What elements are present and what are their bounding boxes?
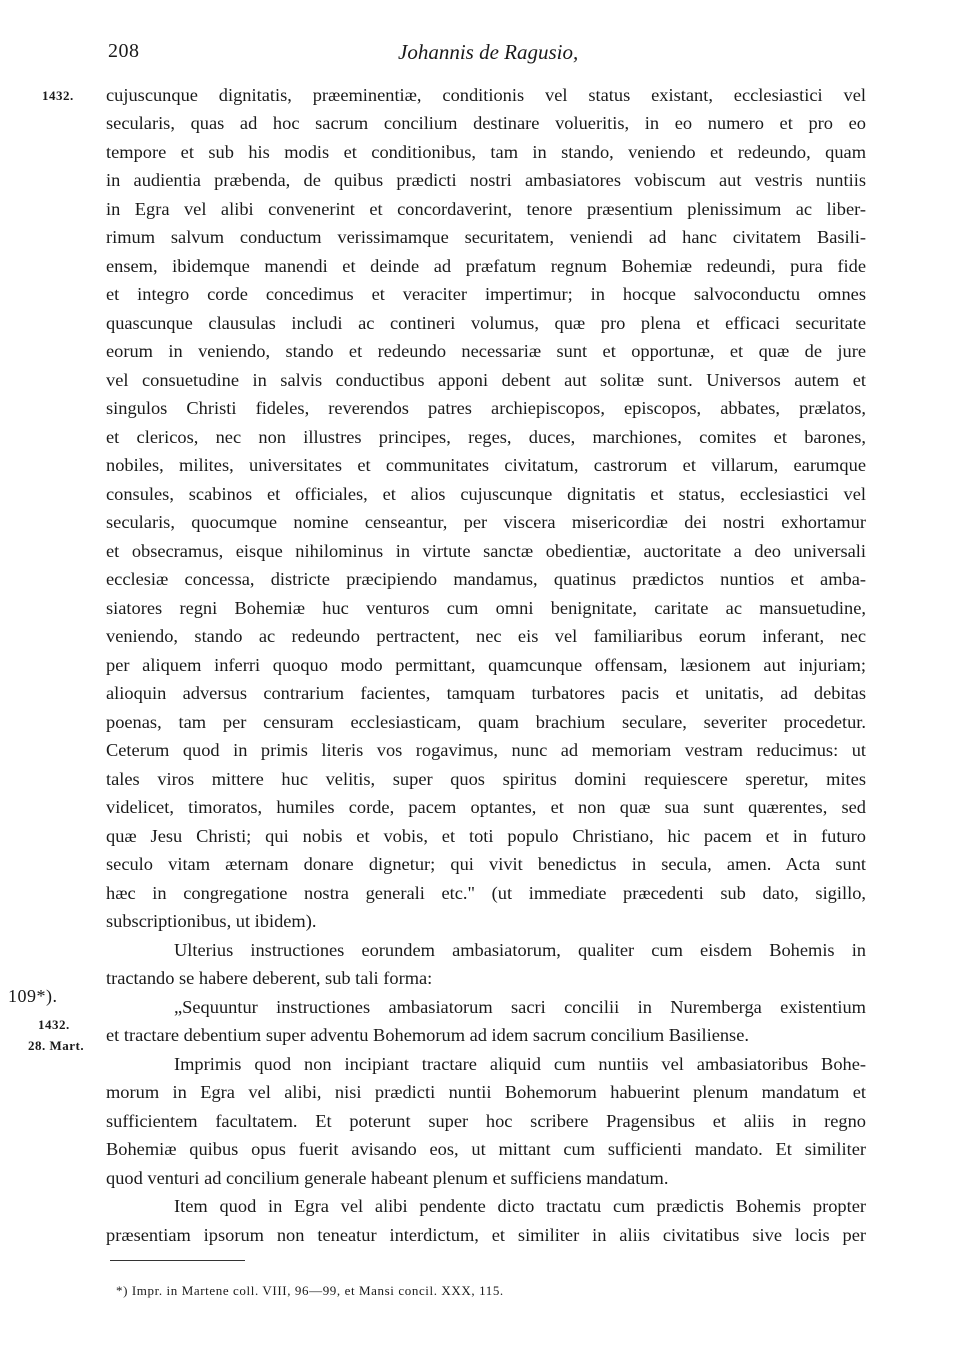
margin-document-year: 1432.: [38, 1017, 70, 1032]
text-line: Ceterum quod in primis literis vos rogavimus, nunc ad memoriam vestram reducimus: ut: [106, 740, 866, 760]
text-line: tempore et sub his modis et conditionibus, tam in stando, veniendo et redeundo, quam: [106, 142, 866, 162]
text-line: singulos Christi fideles, reverendos patres archiepiscopos, episcopos, abbates, prælatos,: [106, 398, 866, 418]
text-line: in Egra vel alibi convenerint et concordaverint, tenore præsentium plenissimum ac liber-: [106, 199, 866, 219]
footnote: *) Impr. in Martene coll. VIII, 96—99, et Mansi concil. XXX, 115.: [116, 1283, 504, 1298]
text-line: tractando se habere deberent, sub tali forma:: [106, 968, 433, 988]
footnote-rule: [110, 1260, 245, 1261]
page-number: 208: [108, 40, 140, 62]
text-line: sufficientem facultatem. Et poterunt super hoc scribere Pragensibus et aliis in regno: [106, 1111, 866, 1131]
text-line: vel consuetudine in salvis conductibus apponi debent aut solitæ sunt. Universos autem et: [106, 370, 866, 390]
text-line: alioquin adversus contrarium facientes, tamquam turbatores pacis et unitatis, ad debitas: [106, 683, 866, 703]
text-line: secularis, quocumque nomine censeantur, per viscera misericordiæ dei nostri exhortamur: [106, 512, 866, 532]
text-line: subscriptionibus, ut ibidem).: [106, 911, 317, 931]
text-line: „Sequuntur instructiones ambasiatorum sacri concilii in Nuremberga existentium: [174, 997, 866, 1017]
text-line: et clericos, nec non illustres principes, reges, duces, marchiones, comites et barones,: [106, 427, 866, 447]
text-line: siatores regni Bohemiæ huc venturos cum omni benignitate, caritate ac mansuetudine,: [106, 598, 866, 618]
text-line: morum in Egra vel alibi, nisi prædicti nuntii Bohemorum habuerint plenum mandatum et: [106, 1082, 866, 1102]
text-line: poenas, tam per censuram ecclesiasticam, quam brachium seculare, severiter procedetur.: [106, 712, 866, 732]
text-line: ensem, ibidemque manendi et deinde ad præfatum regnum Bohemiæ redeundi, pura fide: [106, 256, 866, 276]
text-line: veniendo, stando ac redeundo pertractent, nec eis vel familiaribus eorum inferant, nec: [106, 626, 866, 646]
margin-document-number: 109*).: [8, 986, 58, 1006]
text-line: nobiles, milites, universitates et communitates civitatum, castrorum et villarum, earumque: [106, 455, 866, 475]
text-line: seculo vitam æternam donare dignetur; qui vivit benedictus in secula, amen. Acta sunt: [106, 854, 866, 874]
margin-document-date: 28. Mart.: [28, 1038, 85, 1053]
margin-year: 1432.: [42, 88, 74, 103]
text-line: Item quod in Egra vel alibi pendente dicto tractatu cum prædictis Bohemis propter: [174, 1196, 866, 1216]
text-line: in audientia præbenda, de quibus prædicti nostri ambasiatores vobiscum aut vestris nuntiis: [106, 170, 866, 190]
text-line: Bohemiæ quibus opus fuerit avisando eos, ut mittant cum sufficienti mandato. Et similiter: [106, 1139, 866, 1159]
text-line: Ulterius instructiones eorundem ambasiatorum, qualiter cum eisdem Bohemis in: [174, 940, 866, 960]
text-line: et obsecramus, eisque nihilominus in virtute sanctæ obedientiæ, auctoritate a deo universali: [106, 541, 866, 561]
text-line: præsentiam ipsorum non teneatur interdictum, et similiter in aliis civitatibus sive locis per: [106, 1225, 866, 1245]
text-line: et integro corde concedimus et veraciter impertimur; in hocque salvoconductu omnes: [106, 284, 866, 304]
text-line: ecclesiæ concessa, districte præcipiendo mandamus, quatinus prædictos nuntios et amba-: [106, 569, 866, 589]
text-line: hæc in congregatione nostra generali etc." (ut immediate præcedenti sub dato, sigillo,: [106, 883, 866, 903]
text-line: quascunque clausulas includi ac contineri volumus, quæ pro plena et efficaci securitate: [106, 313, 866, 333]
text-line: rimum salvum conductum verissimamque securitatem, veniendi ad hanc civitatem Basili-: [106, 227, 866, 247]
text-line: videlicet, timoratos, humiles corde, pacem optantes, et non quæ sua sunt quærentes, sed: [106, 797, 866, 817]
text-line: consules, scabinos et officiales, et alios cujuscunque dignitatis et status, ecclesiastici vel: [106, 484, 866, 504]
text-line: quod venturi ad concilium generale habeant plenum et sufficiens mandatum.: [106, 1168, 669, 1188]
text-line: cujuscunque dignitatis, præeminentiæ, conditionis vel status existant, ecclesiastici vel: [106, 85, 866, 105]
text-line: per aliquem inferri quoquo modo permittant, quamcunque offensam, læsionem aut injuriam;: [106, 655, 866, 675]
running-head: Johannis de Ragusio,: [398, 40, 579, 64]
text-line: eorum in veniendo, stando et redeundo necessariæ sunt et opportunæ, et quæ de jure: [106, 341, 866, 361]
text-line: tales viros mittere huc velitis, super quos spiritus domini requiescere speretur, mites: [106, 769, 866, 789]
text-line: Imprimis quod non incipiant tractare aliquid cum nuntiis vel ambasiatoribus Bohe-: [174, 1054, 866, 1074]
text-line: secularis, quas ad hoc sacrum concilium destinare volueritis, in eo numero et pro eo: [106, 113, 866, 133]
text-line: quæ Jesu Christi; qui nobis et vobis, et toti populo Christiano, hic pacem et in futuro: [106, 826, 866, 846]
text-line: et tractare debentium super adventu Bohemorum ad idem sacrum concilium Basiliense.: [106, 1025, 749, 1045]
